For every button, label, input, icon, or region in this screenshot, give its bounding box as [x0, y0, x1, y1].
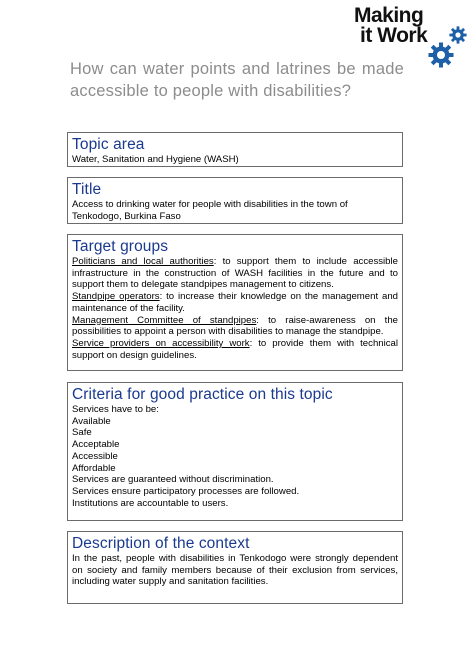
topic-area-box [67, 132, 403, 167]
criteria-line: Services are guaranteed without discrimination. [72, 474, 274, 486]
target-group-text: : to support them to include accessible infrastructure in the construction of WASH facilities in the future and to support them to delegate standpipes management to citizens. [72, 256, 398, 291]
page-question-heading: How can water points and latrines be made accessible to people with disabilities? [70, 60, 404, 100]
large-gear-icon [428, 42, 454, 68]
title-heading: Title [72, 181, 102, 198]
target-group-label: Service providers on accessibility work [72, 337, 250, 349]
target-group-item [72, 315, 398, 338]
target-group-text: : to increase their knowledge on the management and maintenance of the facility. [72, 291, 398, 314]
target-group-text: : to raise-awareness on the possibilities to appoint a person with disabilities to manage the standpipe. [72, 314, 398, 338]
target-group-item [72, 291, 398, 314]
target-group-text: : to provide them with technical support on design guidelines. [72, 337, 399, 361]
topic-area-text: Water, Sanitation and Hygiene (WASH) [72, 154, 239, 165]
context-text: In the past, people with disabilities in Tenkodogo were strongly dependent on society and family members because of their exclusion from services, including water supply and sanitation facilities. [72, 553, 398, 588]
target-group-label: Management Committee of standpipes [72, 314, 257, 326]
criteria-line: Institutions are accountable to users. [72, 497, 229, 509]
criteria-line: Services have to be: [72, 404, 159, 415]
target-groups-heading: Target groups [72, 238, 169, 255]
logo-line-2: it Work [360, 24, 428, 47]
target-group-label: Standpipe operators [72, 291, 160, 303]
criteria-heading: Criteria for good practice on this topic [72, 386, 333, 403]
logo-line-1: Making [354, 4, 424, 27]
context-heading: Description of the context [72, 535, 250, 552]
criteria-line: Accessible [72, 450, 118, 462]
small-gear-icon [449, 26, 467, 44]
criteria-line: Acceptable [72, 439, 120, 451]
target-groups-list [72, 256, 398, 361]
criteria-list [72, 404, 398, 509]
criteria-line: Available [72, 415, 111, 427]
criteria-line: Services ensure participatory processes are followed. [72, 485, 300, 497]
criteria-line: Affordable [72, 462, 116, 474]
topic-area-heading: Topic area [72, 136, 145, 153]
criteria-line: Safe [72, 427, 92, 439]
title-text: Access to drinking water for people with disabilities in the town of Tenkodogo, Burkina Faso [72, 199, 348, 222]
target-group-label: Politicians and local authorities [72, 256, 214, 267]
criteria-box [67, 382, 403, 521]
target-group-item [72, 338, 398, 361]
title-box [67, 177, 403, 224]
target-groups-box [67, 234, 403, 371]
target-group-item [72, 256, 398, 291]
context-box [67, 531, 403, 604]
